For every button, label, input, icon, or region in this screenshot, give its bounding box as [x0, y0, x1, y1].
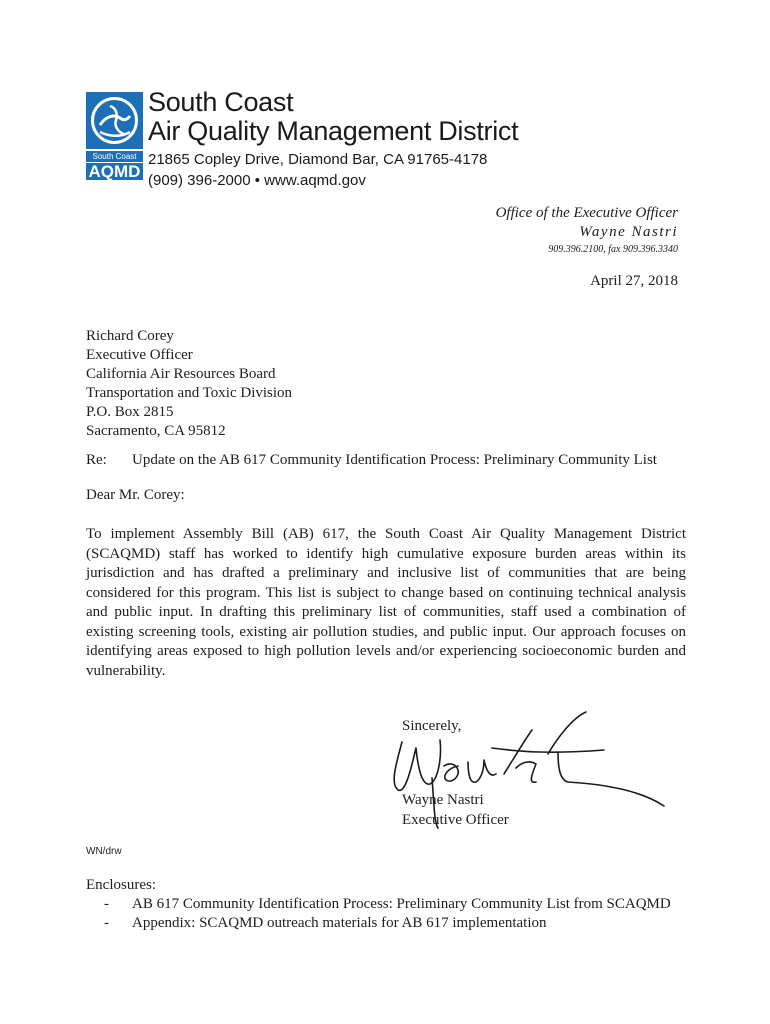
body-paragraph: To implement Assembly Bill (AB) 617, the South Coast Air Quality Management District (SCAQMD) staff has worked to identify high cumulative exposure burden areas within its jurisdiction and has drafted a preliminary and inclusive list of communities that are being considered for this program. This list is subject to change based on continuing technical analysis and public input. In drafting this preliminary list of communities, staff used a combination of existing screening tools, existing air pollution studies, and public input. Our approach focuses on identifying areas exposed to high pollution levels and/or experiencing socioeconomic burden and vulnerability. — [86, 526, 686, 679]
reference-initials: WN/drw — [86, 846, 122, 857]
salutation: Dear Mr. Corey: — [86, 487, 185, 503]
office-name: Wayne Nastri — [579, 224, 678, 240]
office-block — [496, 204, 678, 258]
enclosures-heading: Enclosures: — [86, 877, 156, 893]
recipient-line: Sacramento, CA 95812 — [86, 423, 226, 439]
recipient-address — [86, 327, 292, 441]
subject-label: Re: — [86, 452, 107, 468]
subject-line — [86, 452, 657, 469]
letter-date: April 27, 2018 — [590, 273, 678, 289]
organization-name — [148, 88, 568, 146]
list-item — [86, 914, 671, 933]
logo-abbreviation: AQMD — [86, 163, 143, 180]
enclosures-list — [86, 895, 671, 933]
recipient-line: Executive Officer — [86, 347, 193, 363]
aqmd-emblem-icon — [86, 92, 143, 149]
enclosure-text: Appendix: SCAQMD outreach materials for AB 617 implementation — [132, 915, 547, 931]
dash-bullet: - — [104, 915, 109, 931]
signer-block — [402, 790, 509, 830]
contact-line: (909) 396-2000 • www.aqmd.gov — [148, 172, 366, 189]
logo-label: South Coast — [86, 151, 143, 162]
closing: Sincerely, — [402, 718, 462, 734]
recipient-line: Transportation and Toxic Division — [86, 385, 293, 401]
aqmd-logo — [86, 92, 143, 180]
enclosures — [86, 876, 671, 933]
recipient-line: P.O. Box 2815 — [86, 404, 174, 420]
organization-name-line2: Air Quality Management District — [148, 116, 519, 146]
signer-title: Executive Officer — [402, 812, 509, 828]
recipient-line: Richard Corey — [86, 328, 174, 344]
list-item — [86, 895, 671, 914]
street-address: 21865 Copley Drive, Diamond Bar, CA 91765-4178 — [148, 151, 488, 168]
office-title: Office of the Executive Officer — [495, 205, 678, 221]
subject-text: Update on the AB 617 Community Identification Process: Preliminary Community List — [132, 452, 657, 468]
signer-name: Wayne Nastri — [402, 792, 484, 808]
dash-bullet: - — [104, 896, 109, 912]
organization-address — [148, 149, 568, 191]
enclosure-text: AB 617 Community Identification Process: Preliminary Community List from SCAQMD — [132, 896, 671, 912]
organization-name-line1: South Coast — [148, 87, 294, 117]
office-phone-fax: 909.396.2100, fax 909.396.3340 — [548, 244, 678, 255]
recipient-line: California Air Resources Board — [86, 366, 276, 382]
